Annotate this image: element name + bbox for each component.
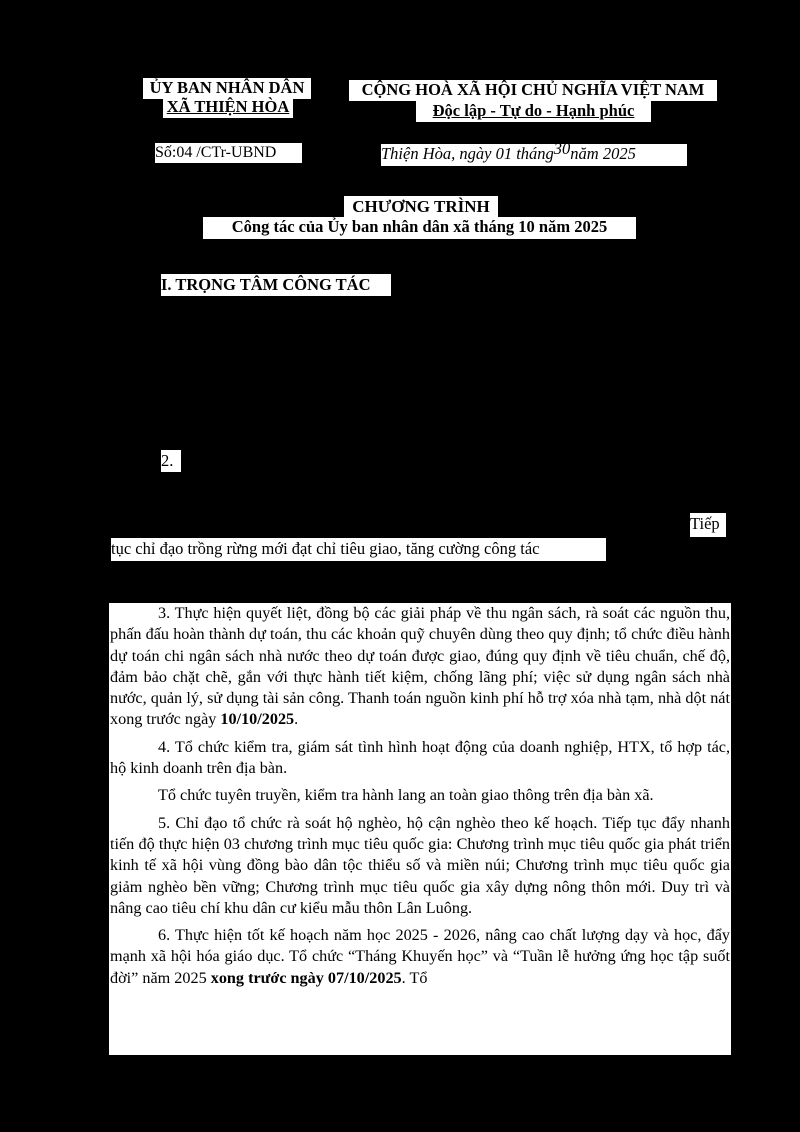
doc-subtitle: Công tác của Ủy ban nhân dân xã tháng 10 năm 2025 xyxy=(203,217,636,239)
paragraph-6-deadline: xong trước ngày 07/10/2025 xyxy=(210,968,402,987)
paragraph-block xyxy=(109,603,731,1055)
paragraph-5: 5. Chỉ đạo tổ chức rà soát hộ nghèo, hộ cận nghèo theo kế hoạch. Tiếp tục đẩy nhanh tiến độ thực hiện 03 chương trình mục tiêu quốc gia: Chương trình mục tiêu quốc gia phát triển kinh tế xã hội vùng đồng bào dân tộc thiểu số và miền núi; Chương trình mục tiêu quốc gia giảm nghèo bền vững; Chương trình mục tiêu quốc gia xây dựng nông thôn mới. Duy trì và nâng cao tiêu chí khu dân cư kiểu mẫu thôn Lân Luông. xyxy=(110,813,730,917)
doc-title: CHƯƠNG TRÌNH xyxy=(344,196,498,217)
nation-motto: Độc lập - Tự do - Hạnh phúc xyxy=(416,101,651,122)
paragraph-4b: Tổ chức tuyên truyền, kiểm tra hành lang an toàn giao thông trên địa bàn xã. xyxy=(158,786,654,805)
document-number: Số:04 /CTr-UBND xyxy=(155,143,302,163)
paragraph-3 xyxy=(109,603,731,731)
text-fragment-continue: Tiếp xyxy=(690,513,726,537)
section-heading: I. TRỌNG TÂM CÔNG TÁC xyxy=(161,274,391,296)
text-fragment-forestry: tục chỉ đạo trồng rừng mới đạt chỉ tiêu giao, tăng cường công tác xyxy=(111,538,606,561)
paragraph-6 xyxy=(109,925,731,989)
paragraph-6-end: . Tổ xyxy=(401,968,428,987)
item-2-label: 2. xyxy=(161,450,181,472)
date-day: 01 xyxy=(495,144,513,163)
paragraph-3-text: 3. Thực hiện quyết liệt, đồng bộ các giải pháp về thu ngân sách, rà soát các nguồn thu, phấn đấu hoàn thành dự toán, thu các khoản quỹ chuyên dùng theo quy định; tổ chức điều hành dự toán chi ngân sách nhà nước theo dự toán được giao, đúng quy định về tiêu chuẩn, chế độ, đảm bảo chặt chẽ, gắn với thực hành tiết kiệm, chống lãng phí; việc sử dụng ngân sách nhà nước, quản lý, sử dụng tài sản công. Thanh toán nguồn kinh phí hỗ trợ xóa nhà tạm, nhà dột nát xong trước ngày xyxy=(110,604,730,729)
org-name-line1: ỦY BAN NHÂN DÂN xyxy=(143,78,311,99)
date-prefix: Thiện Hòa, ngày xyxy=(381,144,496,163)
paragraph-6-text: 6. Thực hiện tốt kế hoạch năm học 2025 - 2026, nâng cao chất lượng dạy và học, đẩy mạnh xã hội hóa giáo dục. Tổ chức “Tháng Khuyến học” và “Tuần lễ hưởng ứng học tập suốt đời” năm 2025 xyxy=(110,926,730,987)
paragraph-3-deadline: 10/10/2025 xyxy=(220,710,295,729)
document-date xyxy=(381,139,687,166)
date-mid: tháng xyxy=(512,144,554,163)
date-suffix: năm 2025 xyxy=(570,144,636,163)
paragraph-3-end: . xyxy=(294,710,299,729)
paragraph-4: 4. Tổ chức kiểm tra, giám sát tình hình hoạt động của doanh nghiệp, HTX, tổ hợp tác, hộ kinh doanh trên địa bàn. xyxy=(110,737,730,778)
date-month: 30 xyxy=(553,139,571,158)
org-name-line2: XÃ THIỆN HÒA xyxy=(163,98,293,118)
nation-title: CỘNG HOÀ XÃ HỘI CHỦ NGHĨA VIỆT NAM xyxy=(349,80,717,101)
